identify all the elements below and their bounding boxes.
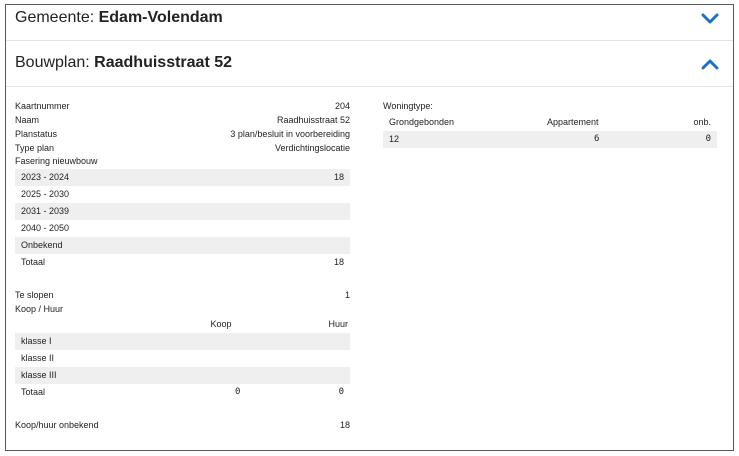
chevron-up-icon[interactable] [701,58,719,70]
fasering-row [15,220,350,237]
huur-column-header: Huur [328,319,348,329]
koop-huur-label: klasse II [21,353,55,363]
fasering-value: 18 [333,257,344,267]
fasering-value: 18 [333,172,344,182]
koop-value: 0 [235,387,241,397]
gemeente-value: Edam-Volendam [98,9,223,26]
fasering-row [15,169,350,186]
fasering-heading [15,153,350,169]
gemeente-panel-header[interactable] [6,5,733,41]
fasering-period: Onbekend [21,240,63,250]
fasering-row [15,186,350,203]
woningtype-row [383,131,717,148]
koop-huur-label: klasse III [21,370,57,380]
bouwplan-label: Bouwplan: [15,54,90,71]
fasering-period: 2031 - 2039 [21,206,70,216]
kaartnummer-label: Kaartnummer [15,101,70,111]
te-slopen-value: 1 [344,290,350,300]
fasering-totaal-row [15,254,350,271]
appartement-column-header: Appartement [547,117,599,127]
woningtype-heading [383,98,717,114]
woningtype-title: Woningtype: [383,101,433,111]
fasering-period: 2023 - 2024 [21,172,70,182]
koop-huur-label: klasse I [21,336,52,346]
koop-huur-totaal-row [15,384,350,401]
koop-huur-onbekend-row [15,417,350,433]
kaartnummer-value: 204 [334,101,350,111]
bouwplan-panel-header[interactable] [6,41,733,87]
koop-huur-row [15,333,350,350]
gemeente-label: Gemeente: [15,9,95,26]
huur-value: 0 [338,387,344,397]
woningtype-header-row [383,114,717,130]
type-plan-label: Type plan [15,143,55,153]
koop-huur-header-row [15,316,350,332]
naam-value: Raadhuisstraat 52 [276,115,350,125]
fasering-period: Totaal [21,257,46,267]
koop-column-header: Koop [210,319,232,329]
fasering-row [15,237,350,254]
onbekend-value: 0 [705,134,711,144]
koop-huur-onbekend-value: 18 [339,420,350,430]
grondgebonden-value: 12 [389,134,400,144]
koop-huur-label: Totaal [21,387,46,397]
gemeente-title [15,9,223,27]
bouwplan-title [15,54,232,72]
appartement-value: 6 [594,134,600,144]
bouwplan-value: Raadhuisstraat 52 [94,54,233,71]
chevron-down-icon[interactable] [701,13,719,25]
planstatus-value: 3 plan/besluit in voorbereiding [230,129,350,139]
grondgebonden-column-header: Grondgebonden [389,117,455,127]
onbekend-column-header: onb. [693,117,711,127]
koop-huur-title: Koop / Huur [15,304,64,314]
type-plan-value: Verdichtingslocatie [274,143,350,153]
naam-label: Naam [15,115,40,125]
fasering-row [15,203,350,220]
fasering-period: 2025 - 2030 [21,189,70,199]
fasering-period: 2040 - 2050 [21,223,70,233]
koop-huur-row [15,350,350,367]
koop-huur-onbekend-label: Koop/huur onbekend [15,420,99,430]
planstatus-label: Planstatus [15,129,58,139]
fasering-label: Fasering nieuwbouw [15,156,98,166]
koop-huur-row [15,367,350,384]
te-slopen-label: Te slopen [15,290,54,300]
koop-huur-heading [15,301,350,317]
bouwplan-window [5,4,734,451]
